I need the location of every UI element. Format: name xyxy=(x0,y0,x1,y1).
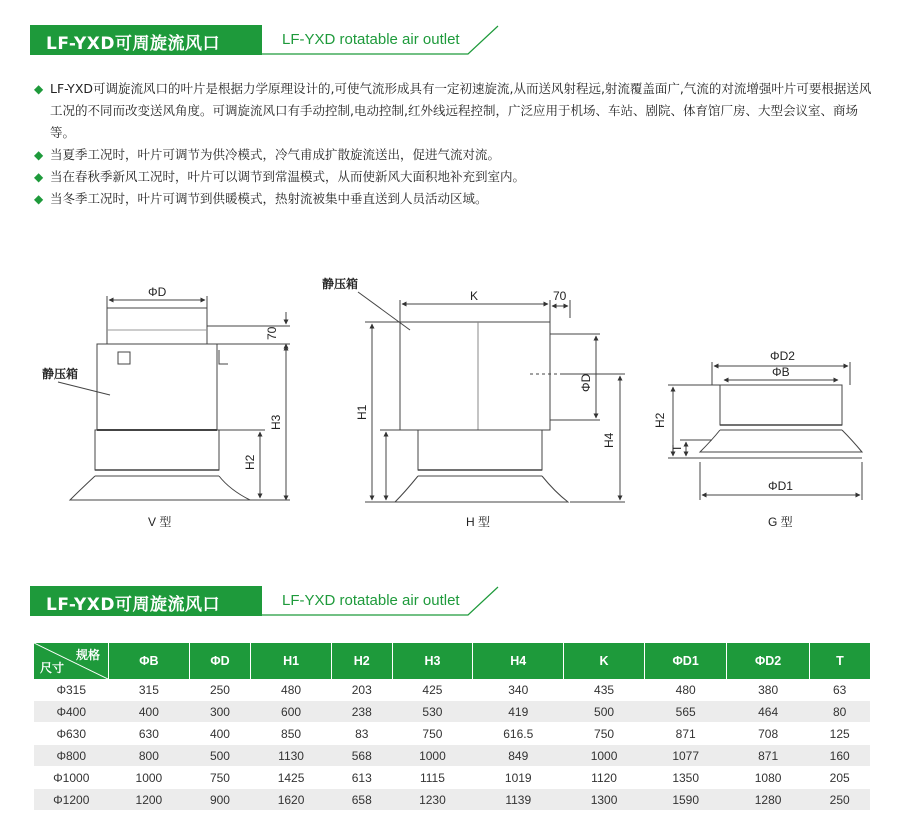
h-type-caption: H 型 xyxy=(466,515,491,529)
col-header: H2 xyxy=(331,643,392,679)
section-header-intro xyxy=(30,25,480,55)
table-cell: 565 xyxy=(644,701,726,723)
table-cell: 1425 xyxy=(251,767,332,789)
diamond-bullet-icon: ◆ xyxy=(34,192,44,206)
header-title-block xyxy=(30,586,262,616)
table-cell: 1139 xyxy=(473,789,564,811)
table-cell: 1620 xyxy=(251,789,332,811)
v-dim-h2-label: H2 xyxy=(243,454,257,470)
table-cell: 400 xyxy=(109,701,190,723)
h-static-box-label: 静压箱 xyxy=(322,277,359,291)
v-dim-70-label: 70 xyxy=(265,326,279,340)
g-dim-d2-label: ΦD2 xyxy=(770,349,795,363)
table-cell: 750 xyxy=(392,723,473,745)
v-dim-d-label: ΦD xyxy=(148,285,167,299)
h-dim-d-label: ΦD xyxy=(579,373,593,392)
table-cell: 1230 xyxy=(392,789,473,811)
table-cell: 1077 xyxy=(644,745,726,767)
col-header: ΦD2 xyxy=(727,643,809,679)
table-cell: 616.5 xyxy=(473,723,564,745)
table-row xyxy=(34,701,870,723)
table-cell: 850 xyxy=(251,723,332,745)
row-size-cell: Φ630 xyxy=(34,723,109,745)
table-cell: 871 xyxy=(644,723,726,745)
table-cell: 315 xyxy=(109,679,190,701)
table-cell: 613 xyxy=(331,767,392,789)
table-cell: 425 xyxy=(392,679,473,701)
g-dim-t-label: T xyxy=(670,444,684,452)
table-cell: 500 xyxy=(564,701,645,723)
technical-drawings xyxy=(0,270,900,540)
col-header: ΦB xyxy=(109,643,190,679)
table-cell: 800 xyxy=(109,745,190,767)
section2-title-en: LF-YXD rotatable air outlet xyxy=(282,592,460,609)
spec-table xyxy=(34,643,870,811)
diamond-bullet-icon: ◆ xyxy=(34,170,44,184)
col-header: H4 xyxy=(473,643,564,679)
row-size-cell: Φ800 xyxy=(34,745,109,767)
table-cell: 871 xyxy=(727,745,809,767)
section2-title-cn: LF-YXD可周旋流风口 xyxy=(46,595,221,615)
corner-size-label: 尺寸 xyxy=(40,661,65,675)
header-title-cn: LF-YXD可周旋流风口 xyxy=(46,34,221,54)
table-cell: 83 xyxy=(331,723,392,745)
v-type-caption: V 型 xyxy=(148,515,172,529)
table-cell: 1000 xyxy=(392,745,473,767)
col-header: H1 xyxy=(251,643,332,679)
table-row xyxy=(34,679,870,701)
table-cell: 750 xyxy=(564,723,645,745)
col-header: ΦD1 xyxy=(644,643,726,679)
h-dim-k-label: K xyxy=(470,289,479,303)
table-row xyxy=(34,723,870,745)
col-header: K xyxy=(564,643,645,679)
row-size-cell: Φ315 xyxy=(34,679,109,701)
table-cell: 1200 xyxy=(109,789,190,811)
col-header: T xyxy=(809,643,870,679)
feature-item xyxy=(34,78,874,144)
v-static-box-label: 静压箱 xyxy=(42,367,79,381)
feature-text: 当在春秋季新风工况时，叶片可以调节到常温模式，从而使新风大面积地补充到室内。 xyxy=(50,169,526,184)
table-row xyxy=(34,745,870,767)
table-row xyxy=(34,767,870,789)
table-cell: 849 xyxy=(473,745,564,767)
h-type-drawing xyxy=(358,292,625,502)
feature-text: 当冬季工况时，叶片可调节到供暖模式，热射流被集中垂直送到人员活动区域。 xyxy=(50,191,488,206)
table-cell: 1130 xyxy=(251,745,332,767)
table-cell: 1000 xyxy=(109,767,190,789)
table-header-row xyxy=(34,643,870,679)
feature-item xyxy=(34,166,874,188)
table-cell: 250 xyxy=(809,789,870,811)
table-cell: 400 xyxy=(189,723,250,745)
table-cell: 435 xyxy=(564,679,645,701)
row-size-cell: Φ400 xyxy=(34,701,109,723)
feature-item xyxy=(34,188,874,210)
g-dim-b-label: ΦB xyxy=(772,365,790,379)
table-cell: 1280 xyxy=(727,789,809,811)
table-cell: 480 xyxy=(251,679,332,701)
table-cell: 340 xyxy=(473,679,564,701)
table-cell: 1019 xyxy=(473,767,564,789)
table-cell: 1300 xyxy=(564,789,645,811)
table-cell: 80 xyxy=(809,701,870,723)
row-size-cell: Φ1000 xyxy=(34,767,109,789)
table-cell: 708 xyxy=(727,723,809,745)
table-cell: 900 xyxy=(189,789,250,811)
table-row xyxy=(34,789,870,811)
table-cell: 63 xyxy=(809,679,870,701)
table-cell: 1350 xyxy=(644,767,726,789)
table-cell: 1590 xyxy=(644,789,726,811)
table-cell: 530 xyxy=(392,701,473,723)
row-size-cell: Φ1200 xyxy=(34,789,109,811)
g-dim-h2-label: H2 xyxy=(653,412,667,428)
table-cell: 203 xyxy=(331,679,392,701)
g-type-drawing xyxy=(668,362,862,500)
table-cell: 300 xyxy=(189,701,250,723)
col-header: ΦD xyxy=(189,643,250,679)
diamond-bullet-icon: ◆ xyxy=(34,82,44,96)
table-cell: 600 xyxy=(251,701,332,723)
diamond-bullet-icon: ◆ xyxy=(34,148,44,162)
table-cell: 380 xyxy=(727,679,809,701)
g-dim-d1-label: ΦD1 xyxy=(768,479,793,493)
table-cell: 1115 xyxy=(392,767,473,789)
table-cell: 125 xyxy=(809,723,870,745)
table-cell: 630 xyxy=(109,723,190,745)
table-cell: 238 xyxy=(331,701,392,723)
header-title-en: LF-YXD rotatable air outlet xyxy=(282,31,460,48)
g-type-caption: G 型 xyxy=(768,515,793,529)
table-cell: 1120 xyxy=(564,767,645,789)
table-cell: 464 xyxy=(727,701,809,723)
table-cell: 419 xyxy=(473,701,564,723)
col-header: H3 xyxy=(392,643,473,679)
v-dim-h3-label: H3 xyxy=(269,414,283,430)
h-dim-h1-label: H1 xyxy=(355,404,369,420)
feature-item xyxy=(34,144,874,166)
feature-text: 当夏季工况时，叶片可调节为供冷模式，冷气甫成扩散旋流送出，促进气流对流。 xyxy=(50,147,501,162)
corner-spec-label: 规格 xyxy=(75,648,100,662)
table-cell: 658 xyxy=(331,789,392,811)
table-cell: 205 xyxy=(809,767,870,789)
table-cell: 568 xyxy=(331,745,392,767)
h-dim-70-label: 70 xyxy=(553,289,567,303)
table-cell: 1000 xyxy=(564,745,645,767)
table-cell: 250 xyxy=(189,679,250,701)
feature-list xyxy=(34,78,874,210)
h-dim-h4-label: H4 xyxy=(602,432,616,448)
table-cell: 160 xyxy=(809,745,870,767)
table-cell: 500 xyxy=(189,745,250,767)
feature-text: LF-YXD可调旋流风口的叶片是根据力学原理设计的,可使气流形成具有一定初速旋流,从而送风射程远,射流覆盖面广,气流的对流增强叶片可要根据送风工况的不同而改变送风角度。可调旋流风口有手动控制,电动控制,红外线远程控制，广泛应用于机场、车站、剧院、体育馆厂房、大型会议室、商场等。 xyxy=(50,81,872,140)
table-cell: 1080 xyxy=(727,767,809,789)
table-cell: 750 xyxy=(189,767,250,789)
table-corner-cell xyxy=(34,643,109,679)
section-header-specs xyxy=(30,586,480,616)
header-title-block xyxy=(30,25,262,55)
table-cell: 480 xyxy=(644,679,726,701)
